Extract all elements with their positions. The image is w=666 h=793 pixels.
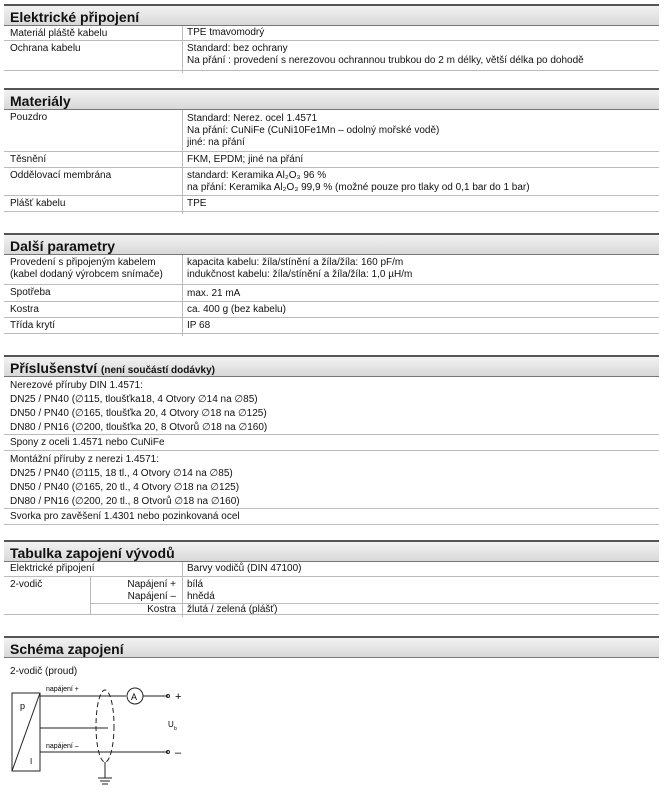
list-item: [4, 451, 659, 509]
list-item: [4, 509, 659, 525]
row-value: FKM, EPDM; jiné na přání: [187, 154, 304, 165]
table-row: [4, 318, 659, 334]
row-value: ca. 400 g (bez kabelu): [187, 304, 286, 315]
table-row: [4, 152, 659, 168]
sub-label: Napájení –: [127, 591, 176, 602]
row-label: Oddělovací membrána: [10, 170, 112, 181]
table-header-row: [4, 562, 659, 577]
section-title-note: (není součástí dodávky): [101, 365, 215, 376]
list-line: Nerezové příruby DIN 1.4571:: [10, 380, 143, 391]
wiring-diagram: [8, 678, 208, 793]
row-value: Standard: Nerez. ocel 1.4571: [187, 113, 318, 124]
row-label: Kostra: [10, 304, 39, 315]
sub-label: Kostra: [147, 604, 176, 615]
section-accessories: [4, 355, 659, 525]
row-label: Spotřeba: [10, 287, 51, 298]
label-plus: +: [175, 691, 182, 703]
table-row: [4, 110, 659, 152]
label-ub-sub: b: [174, 726, 177, 732]
schema-caption: 2-vodič (proud): [10, 666, 78, 677]
group-label: 2-vodič: [10, 579, 43, 590]
list-line: Svorka pro zavěšení 1.4301 nebo pozinkovaná ocel: [10, 511, 240, 522]
header-left: Elektrické připojení: [10, 563, 95, 574]
list-item: [4, 377, 659, 435]
row-value: standard: Keramika Al₂O₃ 96 %: [187, 170, 327, 181]
label-supply-plus: napájení +: [46, 686, 79, 693]
section-title: [4, 355, 659, 377]
row-value: indukčnost kabelu: žíla/stínění a žíla/žíla: 1,0 µH/m: [187, 269, 413, 280]
table-row: [4, 255, 659, 285]
table-row: [4, 26, 659, 41]
row-value: max. 21 mA: [187, 288, 241, 299]
row-value: bílá: [187, 579, 204, 590]
cable-shield: [96, 690, 114, 762]
row-label: Ochrana kabelu: [10, 43, 81, 54]
row-value: IP 68: [187, 320, 211, 331]
section-pinout: [4, 540, 659, 615]
label-ub: U: [168, 720, 174, 729]
row-value: na přání: Keramika Al₂O₃ 99,9 % (možné pouze pro tlaky od 0,1 bar do 1 bar): [187, 182, 530, 193]
list-line: DN25 / PN40 (∅115, 18 tl., 4 Otvory ∅14 na ∅85): [10, 468, 233, 479]
row-label: Těsnění: [10, 154, 47, 165]
table-row: [4, 168, 659, 196]
section-title: Elektrické připojení: [4, 4, 659, 26]
row-value: Na přání : provedení s nerezovou ochrannou trubkou do 2 m délky, větší délka po dohodě: [187, 55, 584, 66]
row-value: hnědá: [187, 591, 215, 602]
sub-label: Napájení +: [127, 579, 176, 590]
table-row-group: [4, 577, 659, 615]
row-label: Třída krytí: [10, 320, 56, 331]
row-value: Na přání: CuNiFe (CuNi10Fe1Mn – odolný mořské vodě): [187, 125, 440, 136]
section-params: [4, 233, 659, 334]
list-line: DN25 / PN40 (∅115, tloušťka18, 4 Otvory ∅14 na ∅85): [10, 394, 258, 405]
list-item: [4, 435, 659, 451]
row-label: Materiál pláště kabelu: [10, 28, 108, 39]
row-value: jiné: na přání: [187, 137, 245, 148]
table-row: [4, 41, 659, 71]
section-title: Materiály: [4, 88, 659, 110]
section-materials: [4, 88, 659, 212]
table-row: [4, 302, 659, 318]
label-minus: –: [175, 747, 182, 759]
list-line: DN80 / PN16 (∅200, tloušťka 20, 8 Otvorů ∅18 na ∅160): [10, 422, 268, 433]
sensor-label-p: p: [20, 701, 26, 711]
table-row: [4, 196, 659, 212]
row-value: TPE: [187, 198, 207, 209]
header-right: Barvy vodičů (DIN 47100): [187, 563, 302, 574]
list-line: DN80 / PN16 (∅200, 20 tl., 8 Otvorů ∅18 na ∅160): [10, 496, 240, 507]
list-line: DN50 / PN40 (∅165, 20 tl., 4 Otvory ∅18 na ∅125): [10, 482, 240, 493]
row-label: Provedení s připojeným kabelem: [10, 257, 156, 268]
list-line: Spony z oceli 1.4571 nebo CuNiFe: [10, 437, 165, 448]
section-title: Schéma zapojení: [4, 636, 659, 658]
row-label: (kabel dodaný výrobcem snímače): [10, 269, 163, 280]
row-value: Standard: bez ochrany: [187, 43, 288, 54]
section-electrical: [4, 4, 659, 71]
row-label: Plášť kabelu: [10, 198, 66, 209]
list-line: Montážní příruby z nerezi 1.4571:: [10, 454, 159, 465]
row-label: Pouzdro: [10, 112, 48, 123]
row-value: kapacita kabelu: žíla/stínění a žíla/žíla: 160 pF/m: [187, 257, 404, 268]
section-title: Další parametry: [4, 233, 659, 255]
section-title: Tabulka zapojení vývodů: [4, 540, 659, 562]
row-value: žlutá / zelená (plášť): [187, 604, 278, 615]
label-supply-minus: napájení –: [46, 743, 79, 750]
list-line: DN50 / PN40 (∅165, tloušťka 20, 4 Otvory ∅18 na ∅125): [10, 408, 267, 419]
table-row: [4, 285, 659, 302]
section-schema: [4, 636, 659, 766]
ammeter-label: A: [131, 692, 138, 702]
row-value: TPE tmavomodrý: [187, 27, 265, 38]
sensor-label-i: I: [30, 757, 33, 766]
section-title-text: Příslušenství: [10, 360, 98, 376]
